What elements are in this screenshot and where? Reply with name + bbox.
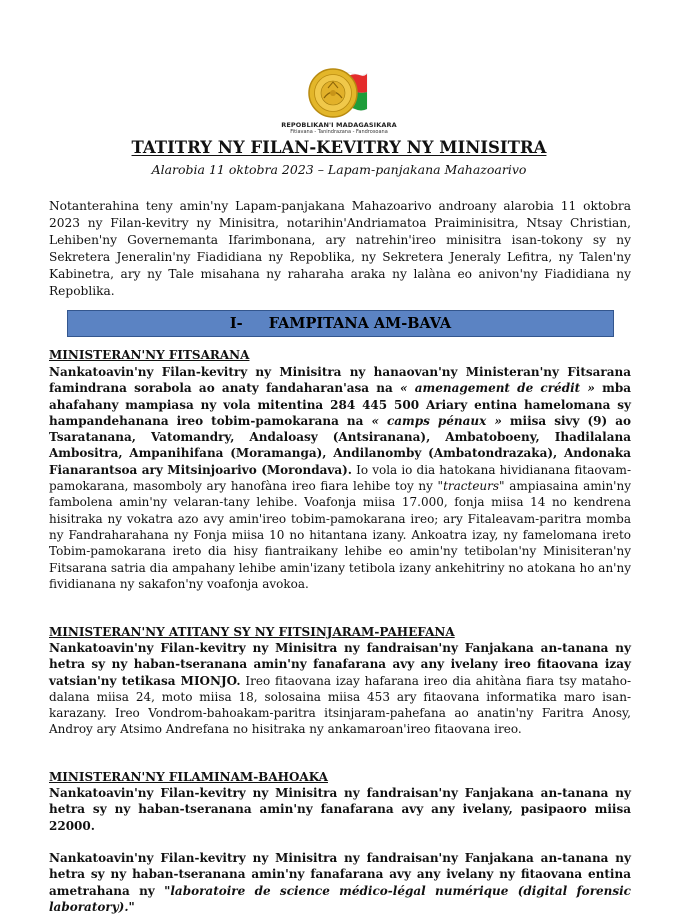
org-motto: Fitiavana - Tanindrazana - Fandrosoana bbox=[290, 129, 388, 135]
madagascar-seal-flag-icon bbox=[289, 64, 389, 120]
section-title-justice: MINISTERAN'NY FITSARANA bbox=[49, 348, 250, 362]
text-bold-italic: "laboratoire de science médico-légal numérique (digital forensic laboratory)." bbox=[49, 883, 631, 914]
text-bold-italic: « camps pénaux » bbox=[371, 413, 502, 428]
text-bold-italic: « amenagement de crédit » bbox=[400, 381, 595, 396]
text-bold: miisa sivy (9) ao Tsaratanana, Vatomandry, Andaloasy (Antsiranana), Ambatoboeny, Ihadilalana Ambositra, Ampanihifana (Moramanga), Andilanomby (Ambatondrazaka), Andonaka Fianarantsoa ary Mitsinjoarivo (Morondava). bbox=[49, 413, 631, 477]
text-bold: Nankatoavin'ny Filan-kevitry ny Minisitra ny fandraisan'ny Fanjakana an-tanana ny hetra sy ny haban-tseranana amin'ny fanafarana avy any ivelany ireo fitaovana izay vatsian'ny tetikasa MIONJO. bbox=[49, 641, 631, 688]
text-bold: mba ahafahany mampiasa ny vola mitentina 284 445 500 Ariary entina hamelomana sy hampandehanana ireo tobim-pamokarana na bbox=[49, 381, 631, 428]
text-normal: Ireo fitaovana izay hafarana ireo dia ahitàna fiara tsy mataho-dalana miisa 24, moto miisa 18, solosaina miisa 453 ary fitaovana informatika maro isan-karazany. Ireo Vondrom-bahoakam-paritra itsinjaram-pahefana ao anatin'ny Faritra Anosy, Androy ary Atsimo Andrefana no hisitraka ny ankamaroan'ireo fitaovana ireo. bbox=[49, 673, 632, 737]
text-italic: "tracteurs" bbox=[437, 479, 505, 494]
section-banner bbox=[67, 310, 614, 337]
text-normal: ampiasaina amin'ny fambolena amin'ny velaran-tany lehibe. Voafonja miisa 17.000, fonja miisa 14 no kendrena hisitraka ny vokatra azo avy amin'ireo tobim-pamokarana ireo; ary Fitaleavam-paritra momba ny Fandraharahana ny Fonja miisa 10 no hitantana izany. Ankoatra izay, ny famelomana ireto Tobim-pamokarana ireto dia hisy fiantraikany lehibe eo amin'ny tetibolan'ny Minisiteran'ny Fitsarana satria dia ampahany lehibe amin'izany tetibola izany ankehitriny no atokana ho an'ny fividianana ny sakafon'ny voafonja avokoa. bbox=[49, 479, 631, 591]
text-bold: Nankatoavin'ny Filan-kevitry ny Minisitra ny fandraisan'ny Fanjakana an-tanana ny hetra sy ny haban-tseranana amin'ny fanafarana avy any ivelany ny fitaovana entina ametrahana ny bbox=[49, 851, 631, 898]
section-number: I- bbox=[229, 315, 243, 332]
intro-paragraph: Notanterahina teny amin'ny Lapam-panjakana Mahazoarivo androany alarobia 11 oktobra 2023 ny Filan-kevitry ny Minisitra, notarihin'Andriamatoa Praiminisitra, Ntsay Christian, Lehiben'ny Governemanta Ifarimbonana, ary natrehin'ireo minisitra isan-tokony sy ny Sekretera Jeneralin'ny Fiadidiana ny Repoblika, ny Sekretera Jeneraly Lefitra, ny Talen'ny Kabinetra, ary ny Tale misahana ny raharaha araka ny lalàna eo anivon'ny Fiadidiana ny Repoblika. bbox=[49, 199, 631, 298]
section-title-public-security: MINISTERAN'NY FILAMINAM-BAHOAKA bbox=[49, 770, 328, 784]
section-paragraph-interior bbox=[49, 640, 631, 738]
document-date: Alarobia 11 oktobra 2023 – Lapam-panjakana Mahazoarivo bbox=[151, 162, 527, 177]
org-name: REPOBLIKAN'I MADAGASIKARA bbox=[281, 121, 397, 129]
section-banner-label: FAMPITANA AM-BAVA bbox=[268, 315, 452, 332]
section-paragraph-public-security-2 bbox=[49, 850, 631, 915]
section-title-interior: MINISTERAN'NY ATITANY SY NY FITSINJARAM-PAHEFANA bbox=[49, 625, 455, 639]
text-bold: Nankatoavin'ny Filan-kevitry ny Minisitra ny hanaovan'ny Ministeran'ny Fitsarana famindrana sorabola ao anaty fandaharan'asa na bbox=[49, 365, 631, 396]
section-paragraph-public-security-1 bbox=[49, 785, 631, 834]
text-normal: Io vola io dia hatokana hividianana fitaovam-pamokarana, masomboly ary hanofàna ireo fiara lehibe toy ny bbox=[49, 462, 631, 494]
section-paragraph-justice bbox=[49, 364, 631, 592]
text-bold: Nankatoavin'ny Filan-kevitry ny Minisitra ny fandraisan'ny Fanjakana an-tanana ny hetra sy ny haban-tseranana amin'ny fanafarana avy any ivelany, pasipaoro miisa 22000. bbox=[49, 786, 631, 833]
letterhead bbox=[0, 64, 678, 135]
document-title: TATITRY NY FILAN-KEVITRY NY MINISITRA bbox=[131, 138, 547, 157]
